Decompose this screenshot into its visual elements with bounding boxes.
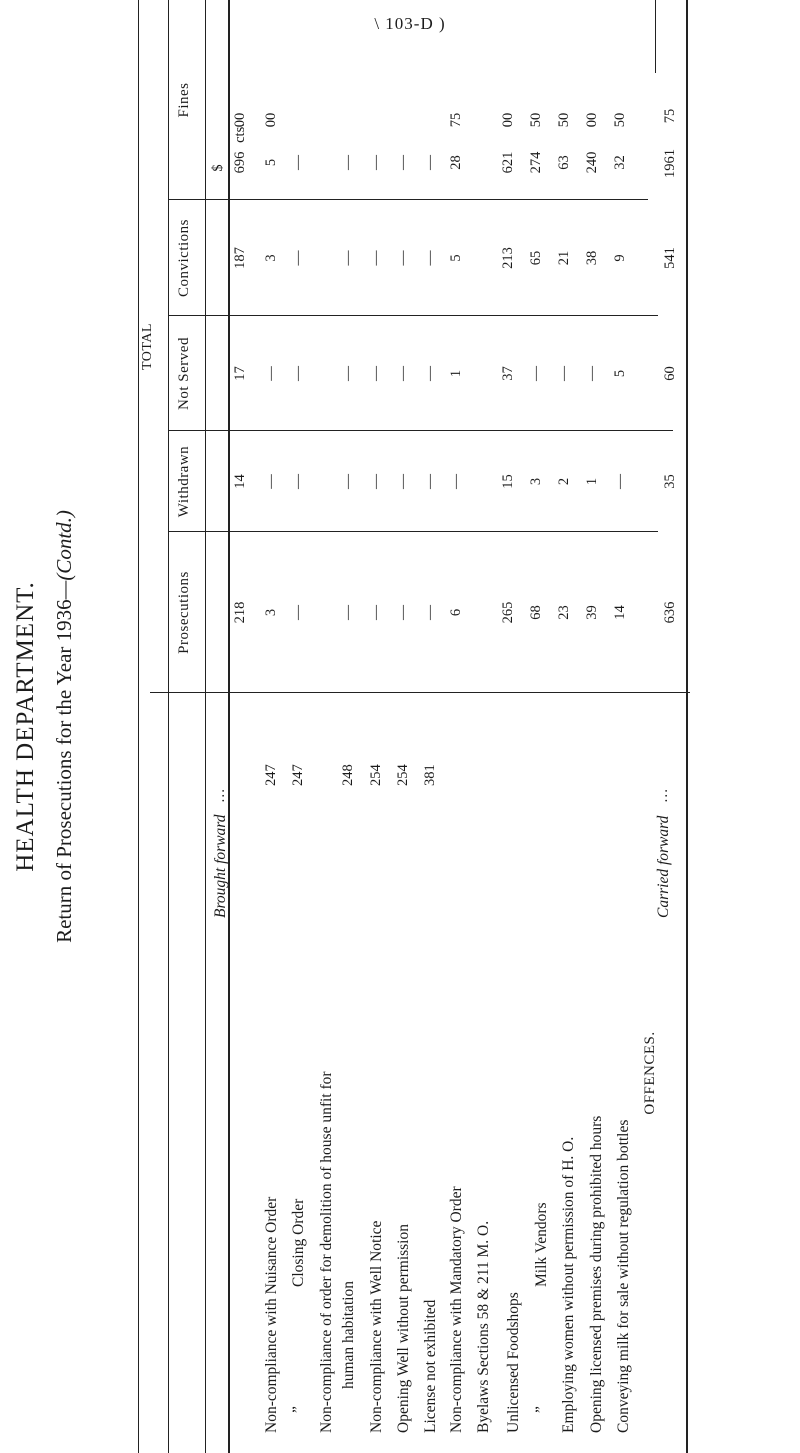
cf-fines-cents: 75 [662, 108, 678, 124]
fines-dollar-unit: $ [210, 164, 226, 172]
row-not-served: — [395, 366, 411, 381]
row-fines-dollars: — [368, 155, 384, 170]
cf-withdrawn: 35 [662, 474, 678, 489]
cf-not-served: 60 [662, 366, 678, 381]
row-withdrawn: 3 [528, 477, 544, 486]
row-fines-cents: 00 [500, 112, 516, 128]
department-title: HEALTH DEPARTMENT. [12, 581, 39, 872]
row-withdrawn: 2 [556, 477, 572, 486]
offence-label: Non-compliance with Mandatory Order [448, 1186, 465, 1433]
row-convictions: 65 [528, 250, 544, 266]
row-withdrawn: 1 [584, 477, 600, 486]
row-fines-dollars: 621 [500, 151, 516, 174]
row-convictions: — [340, 250, 356, 266]
row-not-served: — [422, 366, 438, 381]
row-prosecutions: 39 [584, 605, 600, 620]
offence-label: Unlicensed Foodshops [505, 1292, 522, 1433]
row-withdrawn: — [448, 474, 464, 489]
row-convictions: 38 [584, 250, 600, 266]
row-fines-dollars: — [422, 155, 438, 170]
offence-label: Non-compliance with Well Notice [368, 1220, 385, 1433]
rule-offences-header [168, 0, 169, 1453]
offence-label: Non-compliance of order for demolition of house unfit for [318, 1071, 335, 1433]
row-not-served: — [584, 366, 600, 381]
carried-forward-leader: … [655, 788, 671, 803]
row-prosecutions: 265 [500, 601, 516, 624]
row-withdrawn: — [290, 474, 306, 489]
offence-ref: 381 [422, 764, 438, 786]
col-not-served-header: Not Served [176, 337, 192, 410]
row-prosecutions: 3 [263, 608, 279, 617]
row-fines-cents: 50 [612, 112, 628, 128]
col-withdrawn-header: Withdrawn [176, 445, 192, 518]
row-fines-cents: 75 [448, 112, 464, 128]
row-not-served: — [528, 366, 544, 381]
carried-forward-label: Carried forward [655, 815, 672, 918]
col-convictions-header: Convictions [176, 219, 192, 298]
offences-header: OFFENCES. [642, 1031, 658, 1115]
row-withdrawn: 15 [500, 474, 516, 489]
row-convictions: 213 [500, 247, 516, 269]
row-prosecutions: — [422, 605, 438, 620]
row-withdrawn: — [340, 474, 356, 489]
row-fines-dollars: 274 [528, 151, 544, 174]
row-fines-dollars: 240 [584, 151, 600, 174]
row-convictions: 21 [556, 250, 572, 266]
page-number: \ 103-D ) [374, 14, 446, 33]
offence-ref: 247 [290, 764, 306, 786]
bf-convictions: 187 [232, 247, 248, 269]
row-prosecutions: — [340, 605, 356, 620]
row-prosecutions: — [368, 605, 384, 620]
rule-top [138, 0, 139, 1453]
offence-ref: 254 [395, 764, 411, 786]
row-convictions: — [368, 250, 384, 266]
cf-convictions: 541 [662, 247, 678, 269]
row-fines-cents: 00 [263, 112, 279, 128]
row-withdrawn: — [368, 474, 384, 489]
offence-label: Closing Order [290, 1198, 307, 1287]
ditto-mark: ” [533, 1406, 550, 1413]
col-prosecutions-header: Prosecutions [176, 571, 192, 654]
offence-label: Opening licensed premises during prohibited hours [588, 1115, 605, 1433]
return-title-contd: —(Contd.) [52, 510, 76, 600]
offence-ref: 254 [368, 764, 384, 786]
row-convictions: — [422, 250, 438, 266]
row-convictions: 5 [448, 254, 464, 262]
row-not-served: — [263, 366, 279, 381]
bf-withdrawn: 14 [232, 474, 248, 489]
row-fines-cents: 00 [584, 112, 600, 128]
row-prosecutions: — [395, 605, 411, 620]
row-fines-dollars: 5 [263, 158, 279, 167]
row-not-served: 37 [500, 366, 516, 381]
offence-ref: 247 [263, 764, 279, 786]
offence-label: Opening Well without permission [395, 1224, 412, 1433]
cf-fines-dollars: 1961 [662, 149, 678, 178]
row-convictions: 3 [263, 254, 279, 262]
offence-label: Byelaws Sections 58 & 211 M. O. [475, 1220, 492, 1433]
row-prosecutions: 6 [448, 608, 464, 617]
row-convictions: 9 [612, 254, 628, 262]
row-fines-dollars: 63 [556, 155, 572, 170]
row-not-served: 1 [448, 369, 464, 378]
bf-fines-cents: 00 [232, 112, 248, 128]
rule-carried-forward [655, 0, 656, 73]
return-title [52, 0, 77, 1453]
row-prosecutions: 23 [556, 605, 572, 620]
offence-label: Employing women without permission of H. O. [560, 1136, 577, 1433]
ditto-mark: ” [290, 1406, 307, 1413]
row-fines-dollars: — [340, 155, 356, 170]
row-fines-dollars: — [395, 155, 411, 170]
bf-not-served: 17 [232, 366, 248, 381]
rule-column-headers [205, 0, 206, 1453]
brought-forward-label: Brought forward [212, 814, 229, 918]
row-not-served: — [556, 366, 572, 381]
rule-bottom [686, 0, 688, 1453]
row-convictions: — [290, 250, 306, 266]
bf-prosecutions: 218 [232, 601, 248, 624]
brought-forward-leader: … [212, 788, 228, 803]
offence-label: License not exhibited [422, 1299, 439, 1433]
offence-ref: 248 [340, 764, 356, 786]
row-fines-cents: 50 [528, 112, 544, 128]
row-convictions: — [395, 250, 411, 266]
row-prosecutions: 14 [612, 605, 628, 620]
offence-label: Milk Vendors [533, 1202, 550, 1287]
row-withdrawn: — [612, 474, 628, 489]
offence-label-line2: human habitation [340, 1280, 357, 1389]
row-fines-dollars: 28 [448, 155, 464, 170]
row-not-served: — [368, 366, 384, 381]
row-prosecutions: 68 [528, 605, 544, 620]
rule-total-left-edge [228, 0, 230, 1453]
row-not-served: 5 [612, 369, 628, 378]
offence-label: Conveying milk for sale without regulation bottles [615, 1119, 632, 1433]
col-fines-header: Fines [176, 82, 192, 118]
row-not-served: — [290, 366, 306, 381]
return-title-main: Return of Prosecutions for the Year 1936 [52, 599, 76, 943]
row-withdrawn: — [395, 474, 411, 489]
row-not-served: — [340, 366, 356, 381]
row-withdrawn: — [263, 474, 279, 489]
total-header: TOTAL [140, 323, 155, 371]
row-fines-dollars: — [290, 155, 306, 170]
row-fines-cents: 50 [556, 112, 572, 128]
row-withdrawn: — [422, 474, 438, 489]
offence-label: Non-compliance with Nuisance Order [263, 1196, 280, 1433]
row-fines-dollars: 32 [612, 155, 628, 170]
row-prosecutions: — [290, 605, 306, 620]
fines-cents-unit: cts. [232, 123, 248, 143]
cf-prosecutions: 636 [662, 601, 678, 624]
rule-offences-end [150, 692, 690, 693]
bf-fines-dollars: 696 [232, 151, 248, 174]
